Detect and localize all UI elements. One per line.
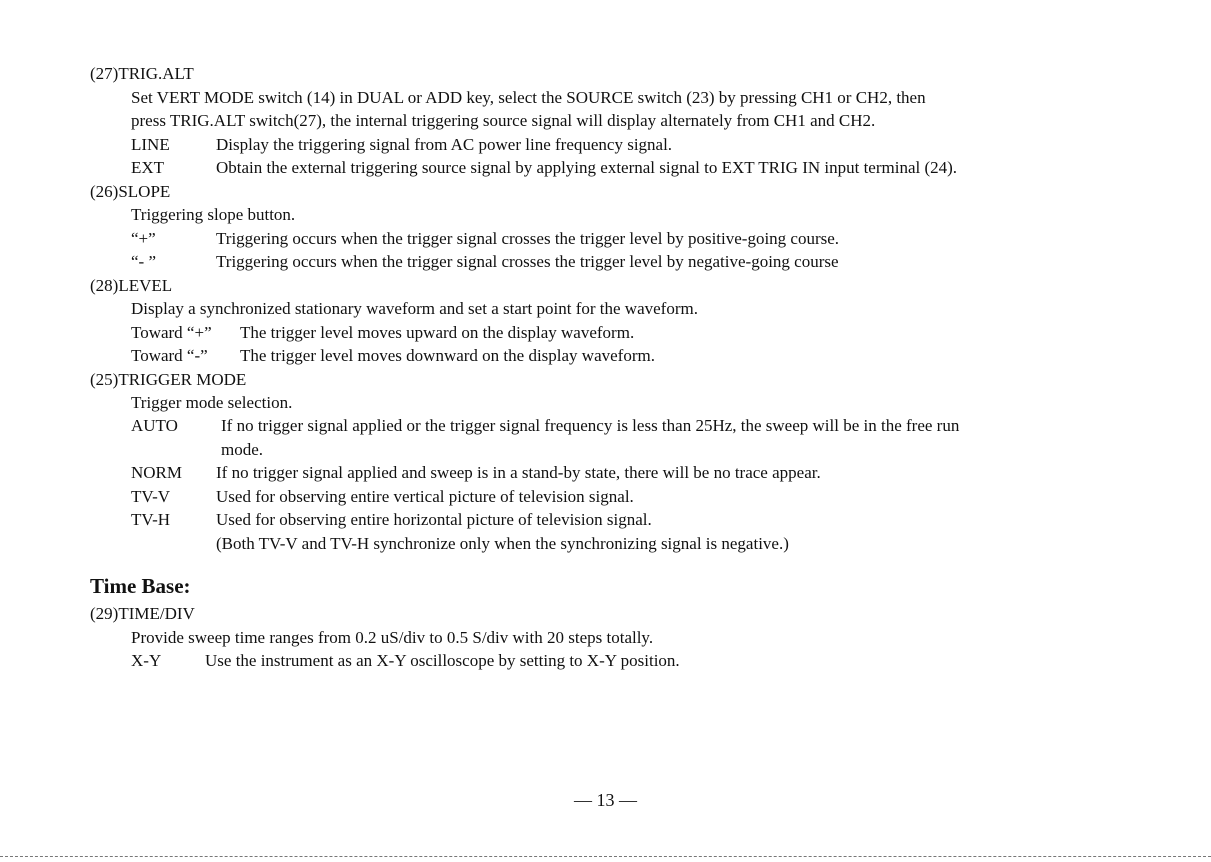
trigger-mode-intro: Trigger mode selection. — [131, 393, 293, 412]
item-description: The trigger level moves downward on the display waveform. — [240, 346, 655, 365]
item-label: TV-H — [131, 510, 171, 529]
time-base-heading: Time Base: — [90, 574, 191, 598]
item-label: Toward “+” — [131, 323, 212, 342]
section-title-time-div: (29)TIME/DIV — [90, 604, 195, 623]
item-description: Obtain the external triggering source signal by applying external signal to EXT TRIG IN input terminal (24). — [216, 158, 958, 177]
item-description: Use the instrument as an X-Y oscilloscope by setting to X-Y position. — [205, 651, 680, 670]
section-title-slope: (26)SLOPE — [90, 182, 171, 201]
section-title-level: (28)LEVEL — [90, 276, 173, 295]
item-description: The trigger level moves upward on the display waveform. — [240, 323, 635, 342]
item-description: If no trigger signal applied and sweep is in a stand-by state, there will be no trace appear. — [216, 463, 821, 482]
item-label: “- ” — [131, 252, 157, 271]
trigger-mode-auto-continued: mode. — [221, 440, 264, 459]
item-label: “+” — [131, 229, 156, 248]
section-title-trig-alt: (27)TRIG.ALT — [90, 64, 194, 83]
trig-alt-text-line-1: Set VERT MODE switch (14) in DUAL or ADD key, select the SOURCE switch (23) by pressing CH1 or CH2, then — [131, 88, 926, 107]
item-label: X-Y — [131, 651, 162, 670]
item-description: Used for observing entire horizontal picture of television signal. — [216, 510, 652, 529]
page-number: — 13 — — [574, 790, 637, 810]
trigger-mode-note: (Both TV-V and TV-H synchronize only when the synchronizing signal is negative.) — [216, 534, 789, 553]
item-label: Toward “-” — [131, 346, 208, 365]
time-div-intro: Provide sweep time ranges from 0.2 uS/div to 0.5 S/div with 20 steps totally. — [131, 628, 654, 647]
item-label: TV-V — [131, 487, 171, 506]
item-description: Used for observing entire vertical picture of television signal. — [216, 487, 634, 506]
item-label: LINE — [131, 135, 170, 154]
page-bottom-edge — [0, 856, 1211, 857]
section-title-trigger-mode: (25)TRIGGER MODE — [90, 370, 247, 389]
level-intro: Display a synchronized stationary waveform and set a start point for the waveform. — [131, 299, 698, 318]
slope-intro: Triggering slope button. — [131, 205, 296, 224]
trig-alt-text-line-2: press TRIG.ALT switch(27), the internal triggering source signal will display alternately from CH1 and CH2. — [131, 111, 876, 130]
item-description: Display the triggering signal from AC power line frequency signal. — [216, 135, 673, 154]
item-label: NORM — [131, 463, 183, 482]
item-description: If no trigger signal applied or the trigger signal frequency is less than 25Hz, the sweep will be in the free run — [221, 416, 960, 435]
item-description: Triggering occurs when the trigger signal crosses the trigger level by negative-going course — [216, 252, 839, 271]
item-label: EXT — [131, 158, 165, 177]
item-label: AUTO — [131, 416, 178, 435]
item-description: Triggering occurs when the trigger signal crosses the trigger level by positive-going course. — [216, 229, 840, 248]
